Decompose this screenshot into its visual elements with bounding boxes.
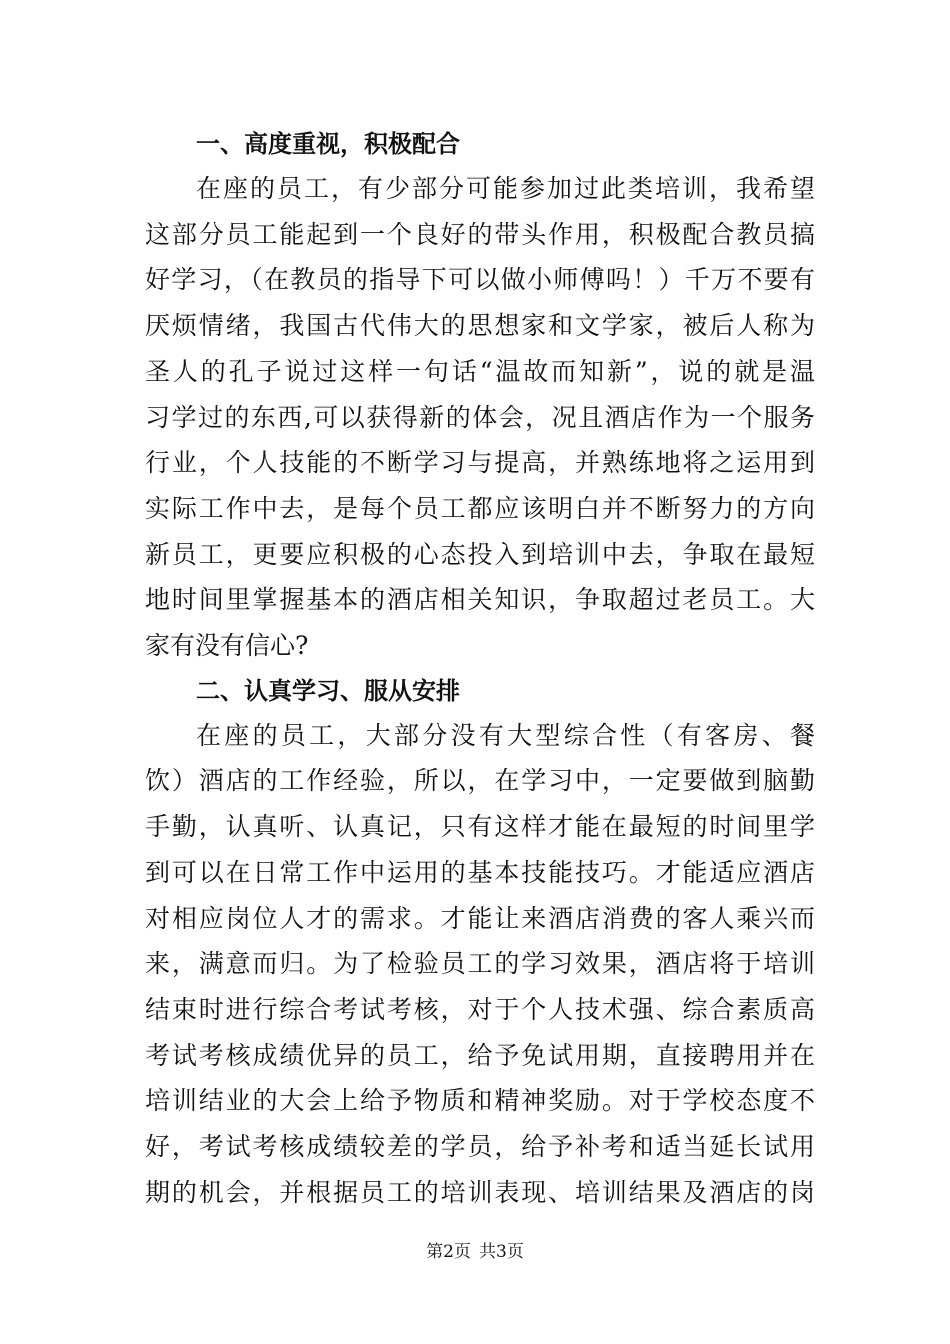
- paragraph-line: 期的机会，并根据员工的培训表现、培训结果及酒店的岗: [145, 1177, 815, 1207]
- paragraph-line: 实际工作中去，是每个员工都应该明白并不断努力的方向: [145, 493, 815, 523]
- page-total: 共3页: [479, 1242, 524, 1262]
- paragraph-line: 厌烦情绪，我国古代伟大的思想家和文学家，被后人称为: [145, 311, 815, 341]
- paragraph-line: 对相应岗位人才的需求。才能让来酒店消费的客人乘兴而: [145, 903, 815, 933]
- paragraph-line: 在座的员工，有少部分可能参加过此类培训，我希望: [196, 174, 815, 203]
- paragraph-line: 到可以在日常工作中运用的基本技能技巧。才能适应酒店: [145, 857, 815, 887]
- section-heading-1: 一、高度重视，积极配合: [196, 130, 460, 158]
- paragraph-line: 手勤，认真听、认真记，只有这样才能在最短的时间里学: [145, 812, 815, 842]
- paragraph-line: 饮）酒店的工作经验，所以，在学习中，一定要做到脑勤: [145, 766, 815, 796]
- paragraph-line: 习学过的东西,可以获得新的体会，况且酒店作为一个服务: [145, 402, 815, 432]
- paragraph-line: 家有没有信心?: [145, 631, 309, 661]
- page-number: 第2页: [426, 1242, 471, 1262]
- document-body: [145, 122, 815, 1215]
- section-paragraph-2: [145, 713, 815, 1216]
- paragraph-line: 地时间里掌握基本的酒店相关知识，争取超过老员工。大: [145, 585, 815, 615]
- paragraph-line: 考试考核成绩优异的员工，给予免试用期，直接聘用并在: [145, 1040, 815, 1070]
- paragraph-line: 好学习，（在教员的指导下可以做小师傅吗！）千万不要有: [145, 265, 815, 295]
- paragraph-line: 行业，个人技能的不断学习与提高，并熟练地将之运用到: [145, 448, 815, 478]
- paragraph-line: 来，满意而归。为了检验员工的学习效果，酒店将于培训: [145, 949, 815, 979]
- paragraph-line: 在座的员工，大部分没有大型综合性（有客房、餐: [196, 720, 815, 750]
- paragraph-line: 圣人的孔子说过这样一句话“温故而知新”，说的就是温: [145, 356, 815, 386]
- paragraph-line: 结束时进行综合考试考核，对于个人技术强、综合素质高: [145, 994, 815, 1024]
- paragraph-line: 好，考试考核成绩较差的学员，给予补考和适当延长试用: [145, 1132, 815, 1162]
- section-heading-2: 二、认真学习、服从安排: [196, 676, 460, 705]
- paragraph-line: 新员工，更要应积极的心态投入到培训中去，争取在最短: [145, 539, 815, 569]
- paragraph-line: 这部分员工能起到一个良好的带头作用，积极配合教员搞: [145, 219, 815, 249]
- paragraph-line: 培训结业的大会上给予物质和精神奖励。对于学校态度不: [145, 1086, 815, 1116]
- page-footer: [0, 1240, 950, 1264]
- section-paragraph-1: [145, 166, 815, 669]
